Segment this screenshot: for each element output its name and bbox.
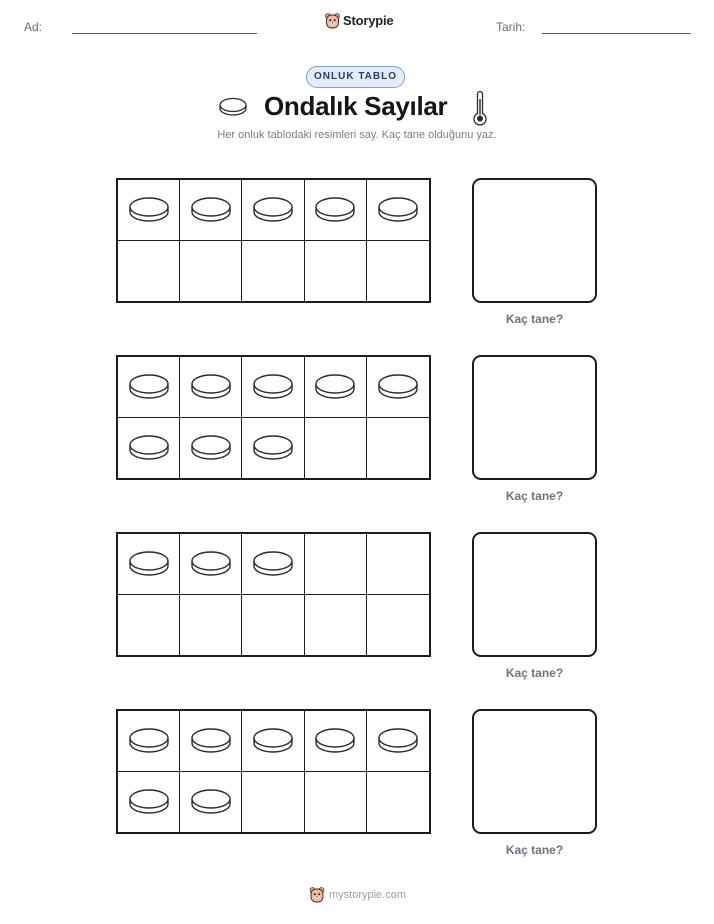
frame-cell (180, 418, 242, 479)
frame-cell (367, 418, 429, 479)
coin-icon (314, 193, 356, 227)
count-prompt-3: Kaç tane? (505, 666, 564, 680)
frame-cell (242, 772, 304, 833)
coin-icon (314, 370, 356, 404)
counter (128, 724, 170, 758)
coin-icon (377, 193, 419, 227)
frame-cell (180, 711, 242, 772)
bear-mascot-icon (325, 12, 340, 29)
frame-cell (305, 772, 367, 833)
coin-icon (218, 96, 248, 118)
frame-cell (367, 180, 429, 241)
coin-icon (190, 370, 232, 404)
thermometer-icon (472, 90, 488, 126)
frame-cell (367, 711, 429, 772)
coin-icon (252, 193, 294, 227)
frame-cell (242, 418, 304, 479)
frame-cell (305, 534, 367, 595)
frame-cell (305, 241, 367, 302)
ten-frame-2 (116, 355, 431, 480)
coin-icon (190, 724, 232, 758)
coin-icon (252, 547, 294, 581)
counter (128, 785, 170, 819)
counter (314, 724, 356, 758)
counter (314, 193, 356, 227)
frame-cell (242, 180, 304, 241)
frame-cell (367, 534, 429, 595)
frame-cell (118, 180, 180, 241)
counter (314, 370, 356, 404)
counter (190, 431, 232, 465)
count-prompt-2: Kaç tane? (505, 489, 564, 503)
date-field[interactable] (542, 33, 691, 34)
coin-icon (252, 370, 294, 404)
page-title: Ondalık Sayılar (264, 91, 448, 121)
counter (377, 193, 419, 227)
topic-badge: ONLUK TABLO (306, 66, 405, 88)
counter (128, 547, 170, 581)
coin-icon (128, 370, 170, 404)
frame-cell (242, 357, 304, 418)
counter (377, 724, 419, 758)
frame-cell (305, 418, 367, 479)
frame-cell (118, 241, 180, 302)
answer-box-4[interactable] (472, 709, 597, 834)
coin-icon (128, 193, 170, 227)
coin-icon (252, 431, 294, 465)
counter (128, 193, 170, 227)
counter (190, 370, 232, 404)
coin-icon (190, 431, 232, 465)
counter (377, 370, 419, 404)
coin-icon (190, 193, 232, 227)
date-label: Tarih: (496, 20, 526, 34)
counter (190, 785, 232, 819)
answer-box-2[interactable] (472, 355, 597, 480)
frame-cell (180, 357, 242, 418)
frame-cell (367, 241, 429, 302)
counter (252, 547, 294, 581)
coin-icon (128, 724, 170, 758)
frame-cell (118, 357, 180, 418)
answer-box-1[interactable] (472, 178, 597, 303)
frame-cell (118, 595, 180, 656)
frame-cell (242, 595, 304, 656)
frame-cell (180, 241, 242, 302)
answer-box-3[interactable] (472, 532, 597, 657)
name-field[interactable] (72, 33, 257, 34)
footer (309, 886, 406, 903)
counter (252, 431, 294, 465)
frame-cell (305, 711, 367, 772)
frame-cell (367, 357, 429, 418)
coin-icon (314, 724, 356, 758)
frame-cell (118, 711, 180, 772)
counter (190, 724, 232, 758)
ten-frame-1 (116, 178, 431, 303)
coin-icon (190, 547, 232, 581)
counter (252, 724, 294, 758)
frame-cell (242, 241, 304, 302)
counter (252, 193, 294, 227)
bear-mascot-icon (309, 886, 325, 903)
coin-icon (128, 785, 170, 819)
frame-cell (242, 711, 304, 772)
frame-cell (180, 595, 242, 656)
frame-cell (367, 772, 429, 833)
counter (128, 370, 170, 404)
brand-name: Storypie (343, 13, 394, 28)
coin-icon (377, 724, 419, 758)
counter (190, 193, 232, 227)
ten-frame-4 (116, 709, 431, 834)
frame-cell (305, 595, 367, 656)
frame-cell (305, 357, 367, 418)
frame-cell (367, 595, 429, 656)
coin-icon (377, 370, 419, 404)
counter (252, 370, 294, 404)
ten-frame-3 (116, 532, 431, 657)
counter (128, 431, 170, 465)
footer-url: mystorypie.com (329, 888, 407, 901)
count-prompt-4: Kaç tane? (505, 843, 564, 857)
coin-icon (252, 724, 294, 758)
frame-cell (118, 534, 180, 595)
frame-cell (118, 772, 180, 833)
frame-cell (242, 534, 304, 595)
frame-cell (118, 418, 180, 479)
frame-cell (305, 180, 367, 241)
count-prompt-1: Kaç tane? (505, 312, 564, 326)
name-label: Ad: (24, 20, 43, 34)
frame-cell (180, 180, 242, 241)
frame-cell (180, 534, 242, 595)
brand-logo (325, 12, 393, 29)
coin-icon (190, 785, 232, 819)
instructions: Her onluk tablodaki resimleri say. Kaç tane olduğunu yaz. (217, 129, 497, 141)
coin-icon (128, 547, 170, 581)
coin-icon (128, 431, 170, 465)
frame-cell (180, 772, 242, 833)
counter (190, 547, 232, 581)
